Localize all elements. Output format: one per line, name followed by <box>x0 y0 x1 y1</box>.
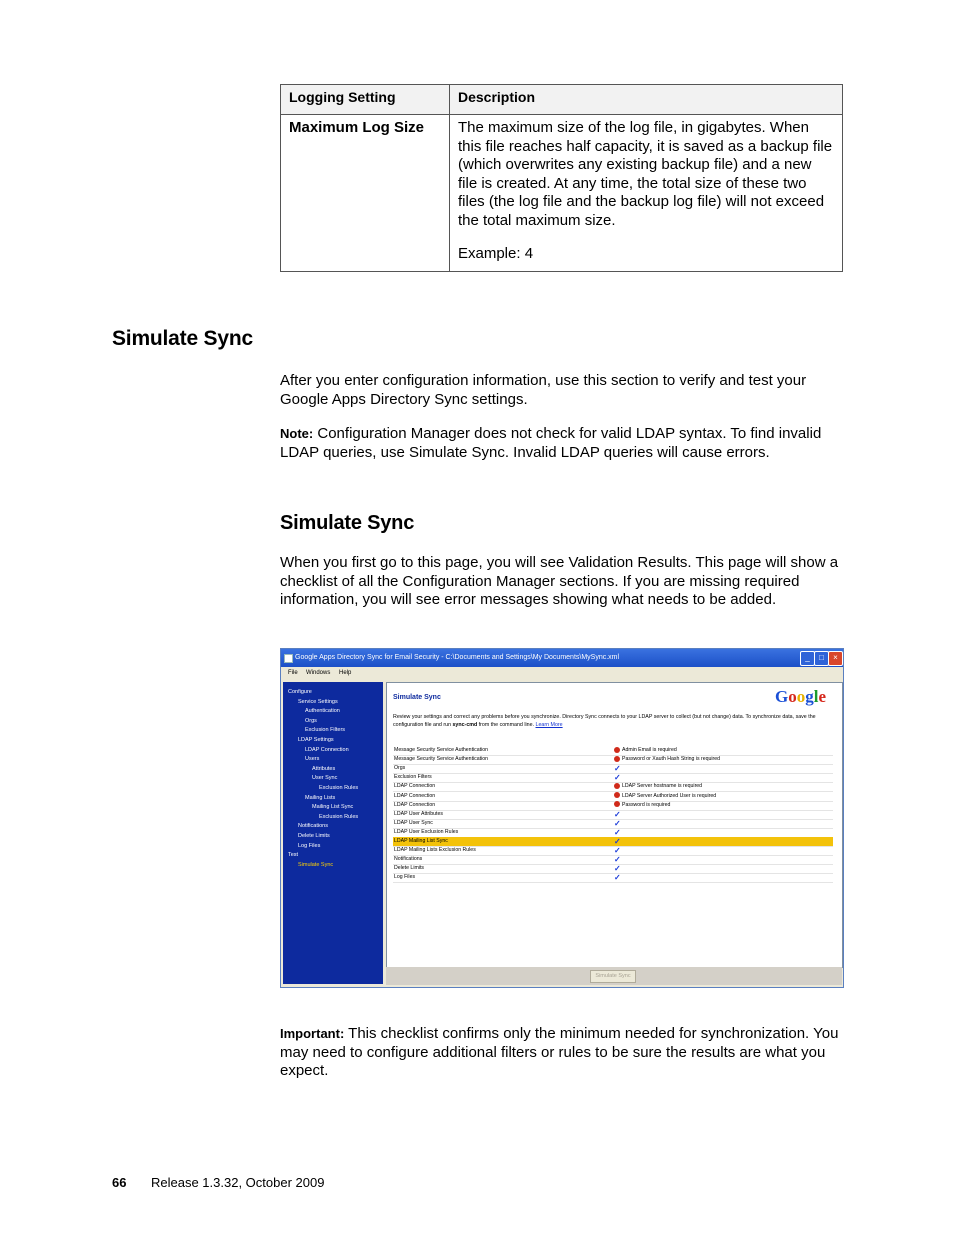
error-message: LDAP Server hostname is required <box>622 783 703 790</box>
window-title: Google Apps Directory Sync for Email Security - C:\Documents and Settings\My Documents\MySync.xml <box>295 654 620 661</box>
menu-bar <box>281 667 843 680</box>
note-label: Note: <box>280 426 314 441</box>
page-number: 66 <box>112 1175 127 1190</box>
checkmark-icon: ✓ <box>614 837 621 846</box>
important-text: This checklist confirms only the minimum needed for synchronization. You may need to configure additional filters or rules to be sure the results are what you expect. <box>280 1025 839 1080</box>
result-section: LDAP Connection <box>394 801 436 808</box>
error-icon <box>614 783 620 789</box>
note-paragraph <box>280 425 845 462</box>
simulate-sync-button[interactable]: Simulate Sync <box>590 970 636 983</box>
navigation-tree-pane <box>283 682 383 984</box>
intro-text: Review your settings and correct any problems before you synchronize. Directory Sync connects to your LDAP server to collect (but not change) data. To synchronize data, save the configuration file and run <box>393 714 816 728</box>
table-row <box>281 115 843 272</box>
setting-name: Maximum Log Size <box>281 115 450 272</box>
tree-item[interactable]: LDAP Connection <box>305 746 349 753</box>
menu-file[interactable]: File <box>288 670 298 676</box>
logging-settings-table <box>280 84 843 272</box>
menu-windows[interactable]: Windows <box>306 670 331 676</box>
result-section: LDAP Mailing Lists Exclusion Rules <box>394 847 476 854</box>
panel-title: Simulate Sync <box>393 694 441 701</box>
tree-item[interactable]: Exclusion Rules <box>319 813 359 820</box>
result-error <box>614 746 677 755</box>
tree-item[interactable]: Configure <box>288 689 312 695</box>
result-section: LDAP User Attributes <box>394 810 443 817</box>
result-section: Log Files <box>394 874 416 881</box>
release-info: Release 1.3.32, October 2009 <box>151 1175 325 1190</box>
simulate-sync-panel <box>386 682 843 968</box>
result-error <box>614 755 720 764</box>
result-section: Message Security Service Authentication <box>394 756 488 763</box>
intro-command: sync-cmd <box>452 722 478 728</box>
result-error <box>614 801 670 810</box>
result-section: Message Security Service Authentication <box>394 747 488 753</box>
checkmark-icon: ✓ <box>614 846 621 856</box>
tree-item[interactable]: Log Files <box>298 842 321 849</box>
tree-item[interactable]: Exclusion Filters <box>305 727 346 734</box>
menu-help[interactable]: Help <box>339 670 352 676</box>
result-section: Orgs <box>394 765 406 772</box>
section-intro: After you enter configuration information, use this section to verify and test your Google Apps Directory Sync settings. <box>280 372 807 408</box>
important-label: Important: <box>280 1026 345 1041</box>
error-message: LDAP Server Authorized User is required <box>622 792 717 799</box>
checkmark-icon: ✓ <box>614 864 621 874</box>
result-error <box>614 792 716 801</box>
result-section: LDAP Connection <box>394 792 436 799</box>
maximize-icon[interactable]: □ <box>814 651 829 666</box>
result-section: Delete Limits <box>394 865 424 872</box>
error-icon <box>614 756 620 762</box>
section-heading: Simulate Sync <box>112 327 253 350</box>
google-logo: Google <box>774 687 826 706</box>
minimize-icon[interactable]: _ <box>800 651 815 666</box>
tree-item[interactable]: Users <box>305 756 320 763</box>
setting-description: The maximum size of the log file, in gigabytes. When this file reaches half capacity, it is saved as a backup file (which overwrites any existing backup file) and a new file is created. At any time, the total size of these two files (the log file and the backup log file) will not exceed the total maximum size. <box>458 119 833 229</box>
subsection-heading: Simulate Sync <box>280 512 415 534</box>
app-screenshot <box>280 648 844 988</box>
learn-more-link[interactable]: Learn More <box>535 722 563 728</box>
tree-item[interactable]: Delete Limits <box>298 833 330 839</box>
checkmark-icon: ✓ <box>614 873 621 883</box>
error-icon <box>614 747 620 753</box>
tree-item[interactable]: Attributes <box>312 765 336 772</box>
setting-example: Example: 4 <box>458 244 534 262</box>
error-message: Admin Email is required <box>622 747 677 753</box>
tree-item[interactable]: Mailing Lists <box>305 794 336 801</box>
tree-item[interactable]: Exclusion Rules <box>319 785 359 791</box>
result-section: LDAP User Sync <box>394 819 433 826</box>
app-icon <box>284 654 293 663</box>
column-header-description: Description <box>450 85 843 115</box>
tree-item[interactable]: User Sync <box>312 775 338 782</box>
tree-item[interactable]: Authentication <box>305 708 340 715</box>
error-message: Password is required <box>622 801 671 808</box>
error-message: Password or Xauth Hash String is required <box>622 756 721 763</box>
checkmark-icon: ✓ <box>614 809 621 819</box>
table-header-row <box>281 85 843 115</box>
checkmark-icon: ✓ <box>614 855 621 865</box>
tree-item[interactable]: Simulate Sync <box>298 861 334 868</box>
important-paragraph <box>280 1025 845 1081</box>
column-header-setting: Logging Setting <box>281 85 450 115</box>
note-text: Configuration Manager does not check for valid LDAP syntax. To find invalid LDAP queries, use Simulate Sync. Invalid LDAP queries will cause errors. <box>280 425 822 461</box>
tree-item[interactable]: Orgs <box>305 717 317 724</box>
subsection-text: When you first go to this page, you will see Validation Results. This page will show a checklist of all the Configuration Manager sections. If you are missing required information, you will see error messages showing what needs to be added. <box>280 554 839 609</box>
window-titlebar <box>281 649 843 667</box>
error-icon <box>614 801 620 807</box>
panel-intro <box>393 713 833 729</box>
result-row <box>393 873 833 883</box>
tree-item[interactable]: Mailing List Sync <box>312 804 354 811</box>
checkmark-icon: ✓ <box>614 773 621 783</box>
checkmark-icon: ✓ <box>614 764 621 774</box>
result-section: Exclusion Filters <box>394 774 432 781</box>
result-section: Notifications <box>394 856 423 863</box>
tree-item[interactable]: Notifications <box>298 823 328 830</box>
tree-item[interactable]: LDAP Settings <box>298 737 334 743</box>
panel-footer-bar <box>386 967 842 985</box>
close-icon[interactable]: × <box>828 651 843 666</box>
result-error <box>614 782 702 791</box>
tree-item[interactable]: Service Settings <box>298 698 338 705</box>
tree-item[interactable]: Test <box>288 852 299 859</box>
result-section: LDAP Mailing List Sync <box>394 838 448 844</box>
result-section: LDAP User Exclusion Rules <box>394 828 459 835</box>
checkmark-icon: ✓ <box>614 827 621 837</box>
intro-tail: from the command line. <box>477 722 536 728</box>
error-icon <box>614 792 620 798</box>
checkmark-icon: ✓ <box>614 818 621 828</box>
result-section: LDAP Connection <box>394 783 436 790</box>
setting-description-cell <box>450 115 843 272</box>
